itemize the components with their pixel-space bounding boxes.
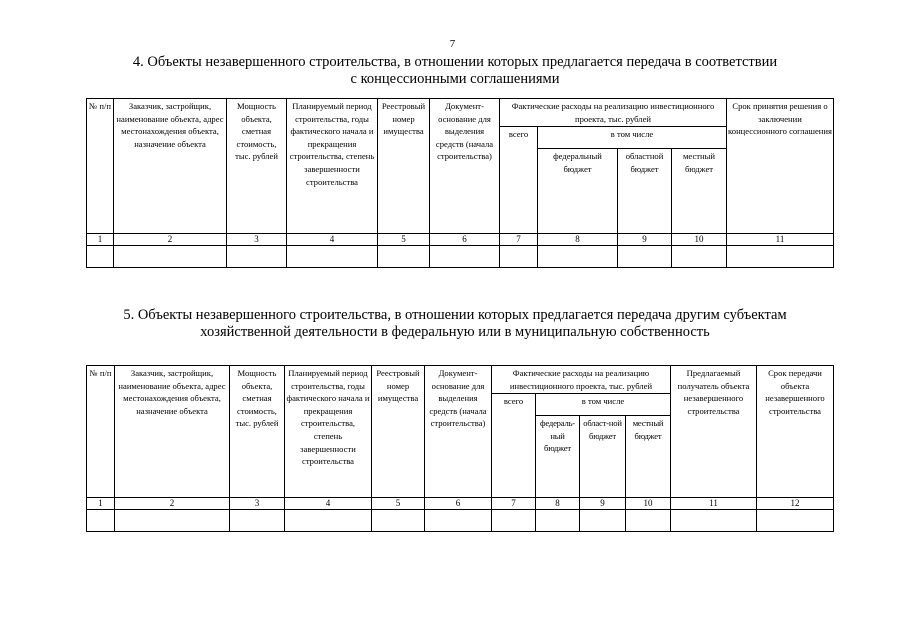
header-regional: област-ной бюджет [580, 416, 626, 498]
col-number: 1 [87, 234, 114, 246]
header-period: Планируемый период строительства, годы фактического начала и прекращения строительства, степень завершенности строительства [285, 366, 372, 498]
col-number: 2 [115, 498, 230, 510]
empty-cell [115, 510, 230, 532]
header-deadline: Срок передачи объекта незавершенного строительства [757, 366, 834, 498]
section-5-title [60, 307, 850, 341]
col-number: 3 [230, 498, 285, 510]
page-number: 7 [449, 38, 456, 50]
header-registry: Реестровый номер имущества [378, 99, 430, 234]
col-number: 5 [378, 234, 430, 246]
header-num: № п/п [87, 366, 115, 498]
col-number: 3 [227, 234, 287, 246]
header-customer: Заказчик, застройщик, наименование объекта, адрес местонахождения объекта, назначение объекта [115, 366, 230, 498]
empty-cell [672, 246, 727, 268]
empty-cell [114, 246, 227, 268]
empty-cell [287, 246, 378, 268]
empty-cell [580, 510, 626, 532]
col-number: 10 [672, 234, 727, 246]
header-document: Документ-основание для выделения средств (начала строительства) [425, 366, 492, 498]
header-total: всего [500, 127, 538, 234]
col-number: 8 [536, 498, 580, 510]
header-document: Документ-основание для выделения средств (начала строительства) [430, 99, 500, 234]
header-local: местный бюджет [626, 416, 671, 498]
col-number: 6 [430, 234, 500, 246]
header-capacity: Мощность объекта, сметная стоимость, тыс. рублей [230, 366, 285, 498]
empty-cell [727, 246, 834, 268]
section-4-title-line2: с концессионными соглашениями [350, 71, 560, 87]
empty-cell [87, 510, 115, 532]
section-4-title-line1: 4. Объекты незавершенного строительства, в отношении которых предлагается передача в соответствии [132, 54, 778, 70]
empty-cell [87, 246, 114, 268]
col-number: 1 [87, 498, 115, 510]
header-including: в том числе [538, 127, 727, 149]
header-capacity: Мощность объекта, сметная стоимость, тыс. рублей [227, 99, 287, 234]
header-expenses: Фактические расходы на реализацию инвестиционного проекта, тыс. рублей [500, 99, 727, 127]
header-including: в том числе [536, 394, 671, 416]
section-4-table [86, 98, 834, 268]
empty-cell [500, 246, 538, 268]
section-5-title-line2: хозяйственной деятельности в федеральную или в муниципальную собственность [200, 324, 710, 340]
header-recipient: Предлагаемый получатель объекта незавершенного строительства [671, 366, 757, 498]
empty-cell [536, 510, 580, 532]
col-number: 11 [727, 234, 834, 246]
empty-cell [538, 246, 618, 268]
table-row-empty [87, 510, 834, 532]
col-number: 11 [671, 498, 757, 510]
header-total: всего [492, 394, 536, 498]
header-federal: федеральный бюджет [538, 149, 618, 234]
col-number: 12 [757, 498, 834, 510]
empty-cell [757, 510, 834, 532]
header-registry: Реестровый номер имущества [372, 366, 425, 498]
col-number: 2 [114, 234, 227, 246]
col-number: 9 [618, 234, 672, 246]
col-number: 8 [538, 234, 618, 246]
empty-cell [626, 510, 671, 532]
empty-cell [430, 246, 500, 268]
section-5-title-line1: 5. Объекты незавершенного строительства, в отношении которых предлагается передача другим субъектам [123, 307, 787, 323]
empty-cell [378, 246, 430, 268]
section-4-title [60, 54, 850, 88]
empty-cell [492, 510, 536, 532]
header-deadline: Срок принятия решения о заключении концессионного соглашения [727, 99, 834, 234]
col-number: 6 [425, 498, 492, 510]
col-number: 4 [285, 498, 372, 510]
col-number: 7 [492, 498, 536, 510]
col-number: 4 [287, 234, 378, 246]
empty-cell [227, 246, 287, 268]
header-customer: Заказчик, застройщик, наименование объекта, адрес местонахождения объекта, назначение объекта [114, 99, 227, 234]
header-federal: федераль-ный бюджет [536, 416, 580, 498]
header-expenses: Фактические расходы на реализацию инвестиционного проекта, тыс. рублей [492, 366, 671, 394]
col-number: 7 [500, 234, 538, 246]
col-number: 5 [372, 498, 425, 510]
empty-cell [618, 246, 672, 268]
col-number: 9 [580, 498, 626, 510]
col-number: 10 [626, 498, 671, 510]
empty-cell [230, 510, 285, 532]
empty-cell [671, 510, 757, 532]
section-5-table [86, 365, 834, 532]
table-row-empty [87, 246, 834, 268]
header-local: местный бюджет [672, 149, 727, 234]
empty-cell [285, 510, 372, 532]
header-period: Планируемый период строительства, годы фактического начала и прекращения строительства, степень завершенности строительства [287, 99, 378, 234]
header-regional: областной бюджет [618, 149, 672, 234]
header-num: № п/п [87, 99, 114, 234]
empty-cell [372, 510, 425, 532]
empty-cell [425, 510, 492, 532]
